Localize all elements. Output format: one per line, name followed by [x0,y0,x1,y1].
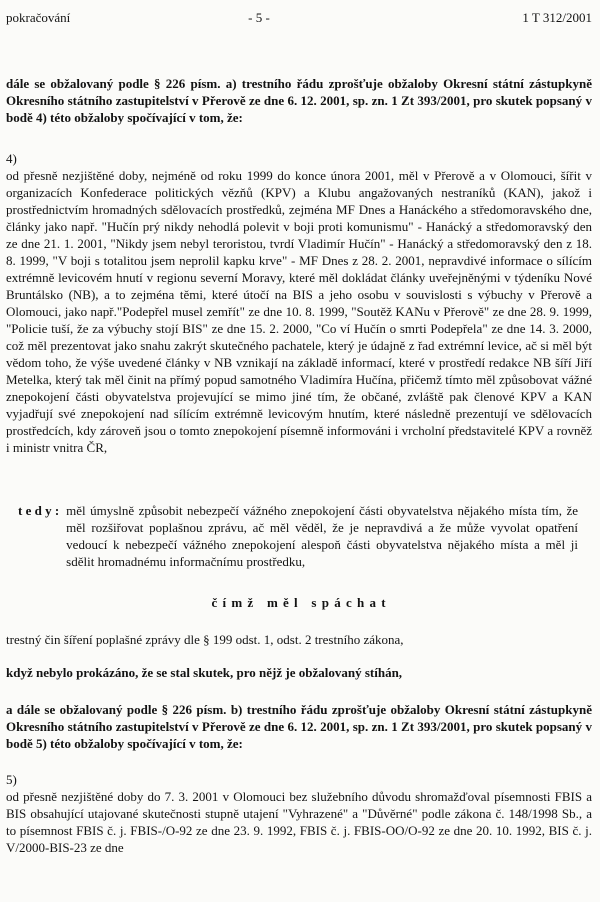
tedy-label: t e d y : [18,503,60,518]
tedy-block [6,502,592,570]
offense-line: trestný čin šíření poplašné zprávy dle § 199 odst. 1, odst. 2 trestního zákona, [6,632,404,647]
case-number: 1 T 312/2001 [522,10,592,25]
page-number: - 5 - [248,10,270,25]
point-4-label: 4) [6,151,17,166]
acquittal-a-paragraph: dále se obžalovaný podle § 226 písm. a) trestního řádu zprošťuje obžaloby Okresní státní zástupkyně Okresního státního zastupitelství v Přerově ze dne 6. 12. 2001, sp. zn. 1 Zt 393/2001, pro skutek popsaný v bodě 4) této obžaloby spočívající v tom, že: [6,76,592,125]
not-proven-line: když nebylo prokázáno, že se stal skutek, pro nějž je obžalovaný stíhán, [6,665,403,680]
page-header [6,10,592,25]
point-5-body: od přesně nezjištěné doby do 7. 3. 2001 v Olomouci bez služebního důvodu shromažďoval písemnosti FBIS a BIS obsahující utajované skutečnosti stupně utajení "Vyhrazené" a "Důvěrné" podle zákona č. 148/1998 Sb., a to písemnost FBIS č. j. FBIS-/O-92 ze dne 23. 9. 1992, FBIS č. j. FBIS-OO/O-92 ze dne 20. 10. 1992, BIS č. j. V/2000-BIS-23 ze dne [6,789,592,855]
point-5-label: 5) [6,772,17,787]
tedy-body: měl úmyslně způsobit nebezpečí vážného znepokojení části obyvatelstva nějakého místa tím, že měl rozšiřovat poplašnou zprávu, ač měl věděl, že je nepravdivá a že může vyvolat opatření vedoucí k nebezpečí vážného znepokojení alespoň části obyvatelstva nějakého místa a měl ji sdělit hromadnému informačnímu prostředku, [66,503,578,569]
continuation-label: pokračování [6,10,71,25]
point-4-body: od přesně nezjištěné doby, nejméně od roku 1999 do konce února 2001, měl v Přerově a v Olomouci, šířit v organizacích Konfederace politických vězňů (KPV) a Klubu angažovaných nestraníků (KAN), jakož i prostřednictvím hromadných sdělovacích prostředků, zejména MF Dnes a Hanáckého a středomoravského dne, články jako např. "Hučín prý nikdy nehodlá polevit v boji proti komunismu" - Hanácký a středomoravský den ze dne 21. 1. 2001, "Nikdy jsem nebyl teroristou, tvrdí Vladimír Hučín" - Hanácký a středomoravský den z 18. 8. 1999, "V boji s totalitou jsem neprolil kapku krve" - MF Dnes z 28. 2. 2001, nepravdivé informace o sílícím extrémně levicovém hnutí v regionu severní Moravy, které měl dokládat články uveřejněnými v týdeníku Nové Bruntálsko (NB), a to zejména těmi, které útočí na BIS a jeho osobu v souvislosti s výbuchy v Přerově a Olomouci, jako např."Podepřel musel zemřít" ze dne 10. 8. 1999, "Soutěž KANu v Přerově" ze dne 28. 9. 1999, "Policie tuší, že za výbuchy stojí BIS" ze dne 15. 2. 2000, "Co ví Hučín o smrti Podepřela" ze dne 14. 3. 2000, což měl prezentovat jako snahu zakrýt skutečného pachatele, který je údajně z řad extrémní levice, ač si měl být vědom toho, že výše uvedené články v NB vznikají na základě informací, které v prostředí redakce NB šíří Jiří Metelka, který tak měl činit na přímý popud samotného Vladimíra Hučína, přičemž tímto měl způsobovat vážné znepokojení části obyvatelstva projevující se mimo jiné tím, že občané, zvláště pak členové KPV a KAN vyjadřují své znepokojení nad sílícím extrémně levicovým hnutím, které následně prezentují ve sdělovacích prostředcích, kdy zároveň jsou o tomto znepokojení písemně informováni i vrcholní představitelé KPV a rovněž i ministr vnitra ČR, [6,168,592,455]
cimz-mel-spachat-heading: č í m ž m ě l s p á c h a t [211,595,387,610]
acquittal-b-paragraph: a dále se obžalovaný podle § 226 písm. b) trestního řádu zprošťuje obžaloby Okresní státní zástupkyně Okresního státního zastupitelství v Přerově ze dne 6. 12. 2001, sp. zn. 1 Zt 393/2001, pro skutek popsaný v bodě 5) této obžaloby spočívající v tom, že: [6,702,592,751]
